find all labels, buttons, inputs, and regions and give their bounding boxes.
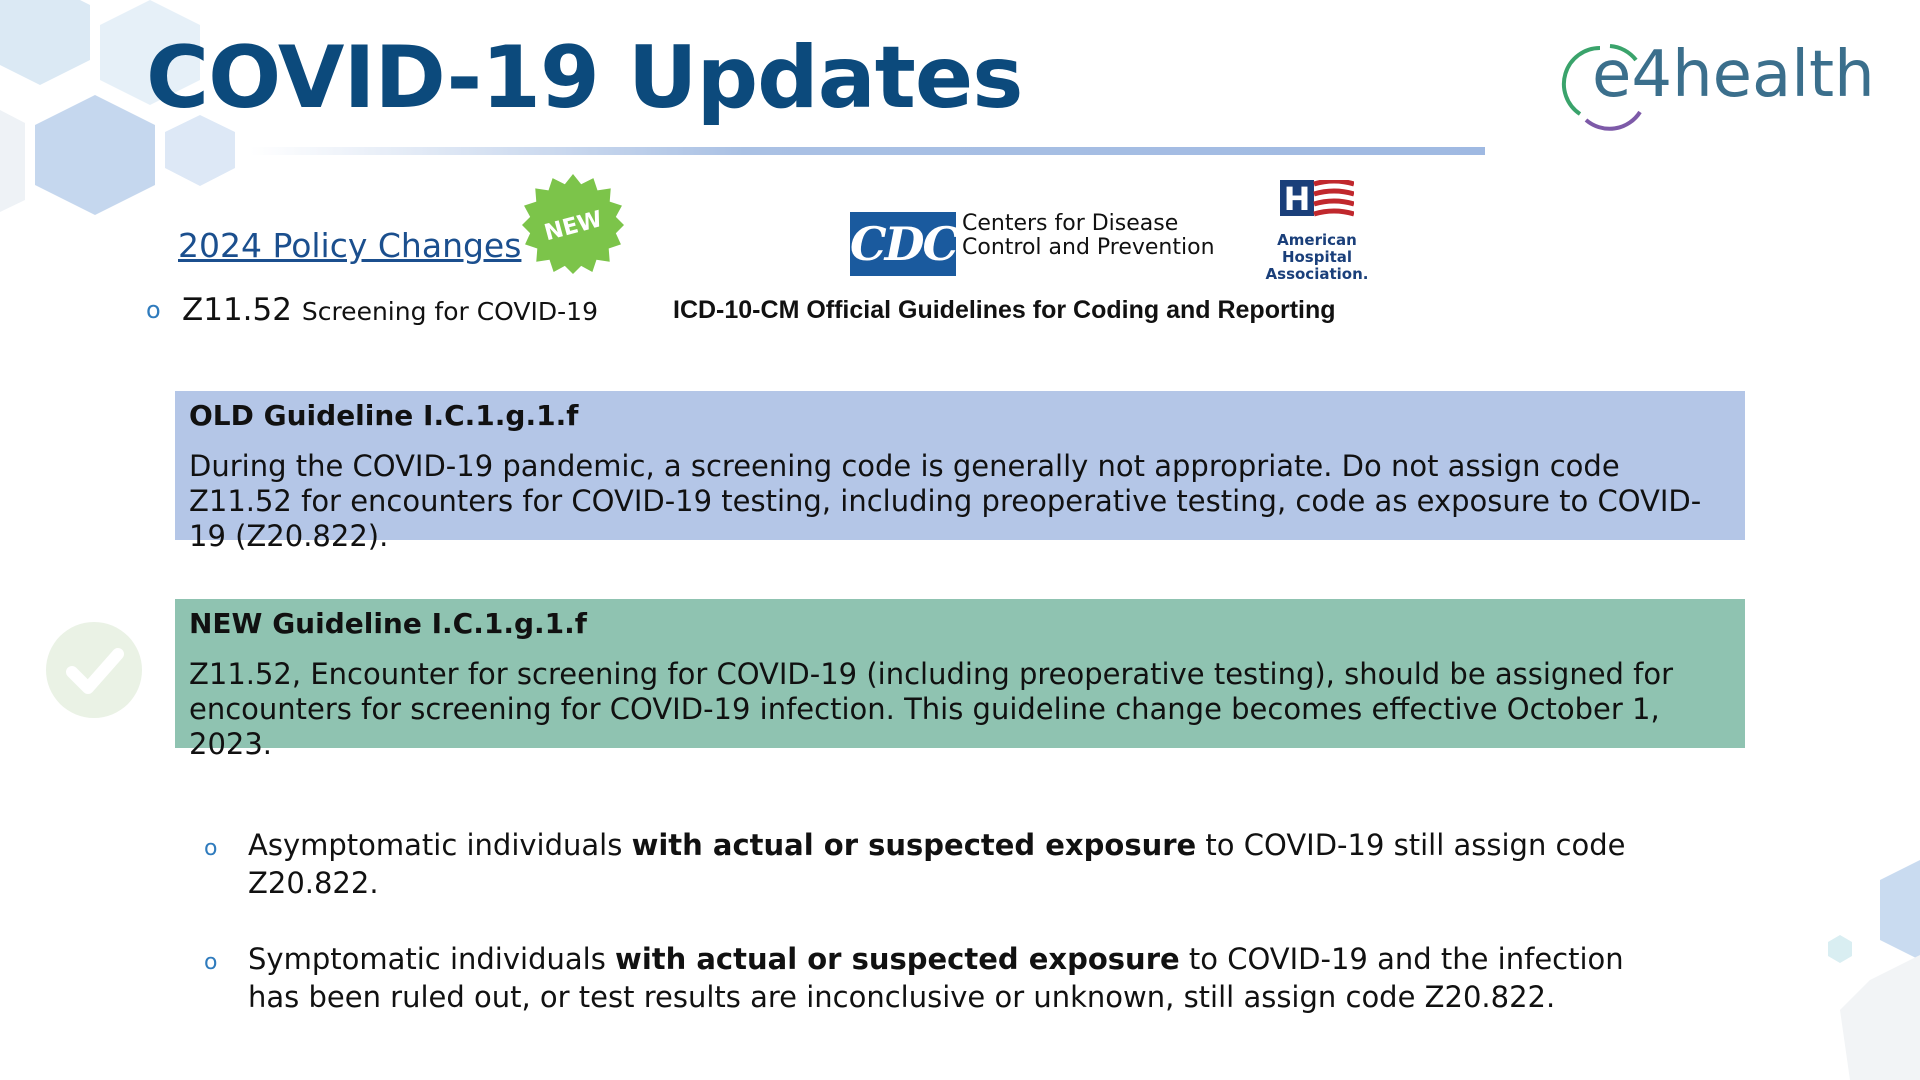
point-text: Asymptomatic individuals: [248, 828, 632, 862]
hexagon-decoration-bottom: [1800, 860, 1920, 1080]
aha-line2: Hospital: [1281, 248, 1353, 266]
aha-flag-icon: [1280, 180, 1354, 220]
screening-desc: Screening for COVID-19: [301, 297, 598, 326]
cdc-name: [962, 212, 1215, 260]
badge-text: NEW: [541, 205, 606, 247]
new-badge: [522, 172, 624, 274]
bullet-marker: o: [204, 950, 218, 975]
point-text: to COVID-19 still assign code Z20.822.: [248, 828, 1626, 900]
page-title: COVID-19 Updates: [146, 28, 1023, 128]
policy-changes-link[interactable]: 2024 Policy Changes: [178, 226, 522, 265]
bullet-marker: o: [146, 296, 161, 324]
title-underline: [250, 147, 1485, 155]
list-item: [200, 826, 1700, 902]
e4health-logo: [1560, 34, 1875, 134]
list-item: [200, 940, 1648, 1016]
cdc-line1: Centers for Disease: [962, 211, 1179, 236]
screening-code-item: [182, 292, 598, 328]
aha-name: [1262, 232, 1372, 283]
point-text: to COVID-19 and the infection has been ruled out, or test results are inconclusive or unknown, still assign code Z20.822.: [248, 942, 1624, 1014]
old-guideline-body: During the COVID-19 pandemic, a screening code is generally not appropriate. Do not assign code Z11.52 for encounters for COVID-19 testing, including preoperative testing, code as exposure to COVID-19 (Z20.822).: [189, 449, 1702, 553]
new-guideline-box: [175, 599, 1745, 761]
svg-text:H: H: [1283, 180, 1311, 218]
aha-line3: Association.: [1265, 265, 1369, 283]
new-guideline-title: NEW Guideline I.C.1.g.1.f: [189, 607, 587, 640]
bullet-marker: o: [204, 836, 218, 861]
check-icon: [46, 622, 142, 718]
cdc-line2: Control and Prevention: [962, 235, 1215, 260]
screening-code: Z11.52: [182, 292, 292, 328]
point-emphasis: with actual or suspected exposure: [631, 828, 1197, 862]
point-emphasis: with actual or suspected exposure: [615, 942, 1180, 976]
logo-text: e4health: [1592, 38, 1875, 112]
exposure-points: [200, 826, 1700, 1054]
aha-line1: American: [1277, 231, 1357, 249]
point-text: Symptomatic individuals: [248, 942, 616, 976]
new-guideline-body: Z11.52, Encounter for screening for COVID-19 (including preoperative testing), should be assigned for encounters for screening for COVID-19 infection. This guideline change becomes effective October 1, 2023.: [189, 657, 1674, 761]
old-guideline-box: [175, 391, 1745, 553]
cdc-logo: CDC: [850, 212, 956, 276]
old-guideline-title: OLD Guideline I.C.1.g.1.f: [189, 399, 579, 432]
icd-heading: ICD-10-CM Official Guidelines for Coding and Reporting: [673, 296, 1336, 324]
